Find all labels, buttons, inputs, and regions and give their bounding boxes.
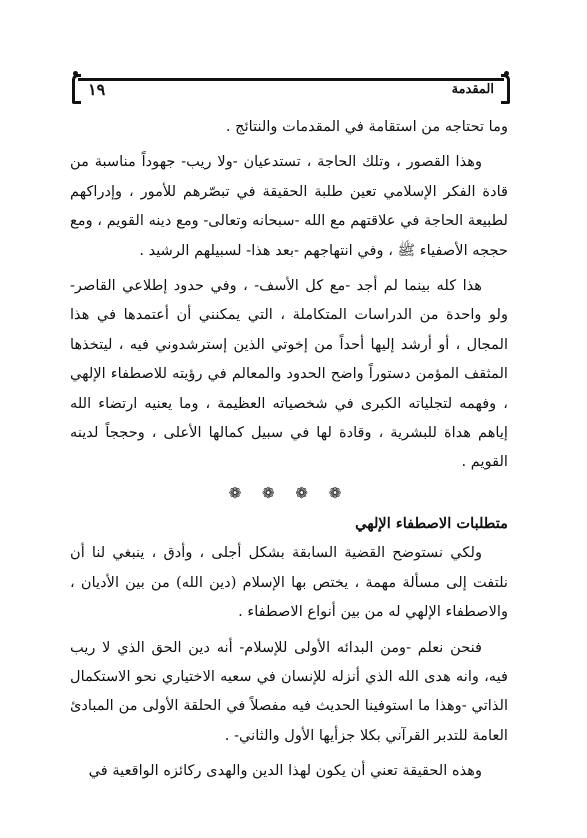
section-title: المقدمة <box>451 82 494 97</box>
section-divider-ornament: ❁ ❁ ❁ ❁ <box>228 483 350 502</box>
page-header <box>72 74 510 108</box>
paragraph-6: وهذه الحقيقة تعني أن يكون لهذا الدين والهدى ركائزه الواقعية في <box>88 762 482 780</box>
paragraph-5: فنحن نعلم -ومن البدائه الأولى للإسلام- أنه دين الحق الذي لا ريب فيه، وانه هدى الله الذي أنزله للإنسان في سعيه الاختياري نحو الاستكمال الذاتي -وهذا ما استوفينا الحديث فيه مفصلاً في الحلقة الأولى من المبادئ العامة للتدبر القرآني بكلا جزأيها الأول والثاني- . <box>70 638 508 744</box>
paragraph-3: هذا كله بينما لم أجد -مع كل الأسف- ، وفي حدود إطلاعي القاصر- ولو واحدة من الدراسات المتكاملة ، التي يمكنني أن أعتمدها في هذا المجال ، أو أرشد إليها أحداً من إخوتي الذين إسترشدوني فيه ، ليتخذها المثقف المؤمن دستوراً واضح الحدود والمعالم في رؤيته للاصطفاء الإلهي ، وفهمه لتجلياته الكبرى في شخصياته العظيمة ، وما يعنيه ارتضاء الله إياهم هداة للبشرية ، وقادة لها في سبيل كمالها الأعلى ، وحججاً لدينه القويم . <box>70 277 508 471</box>
page-number: ١٩ <box>88 80 106 99</box>
header-bracket-right <box>501 74 510 104</box>
header-bracket-left <box>72 74 81 104</box>
header-rule <box>78 78 504 81</box>
section-subheading: متطلبات الاصطفاء الإلهي <box>355 514 508 532</box>
paragraph-2: وهذا القصور ، وتلك الحاجة ، تستدعيان -ولا ريب- جهوداً مناسبة من قادة الفكر الإسلامي تعين طلبة الحقيقة في تبصّرهم للأمور ، وإدراكهم لطبيعة الحاجة في علاقتهم مع الله -سبحانه وتعالى- ومع دينه القويم ، ومع حججه الأصفياء ﷺ ، وفي انتهاجهم -بعد هذا- لسبيلهم الرشيد . <box>70 153 508 259</box>
paragraph-1: وما تحتاجه من استقامة في المقدمات والنتائج . <box>225 118 508 135</box>
page-body <box>70 112 508 786</box>
paragraph-4: ولكي نستوضح القضية السابقة بشكل أجلى ، وأدق ، ينبغي لنا أن نلتفت إلى مسألة مهمة ، يختص بها الإسلام (دين الله) من بين الأديان ، والاصطفاء الإلهي له من بين أنواع الاصطفاء . <box>70 544 508 621</box>
